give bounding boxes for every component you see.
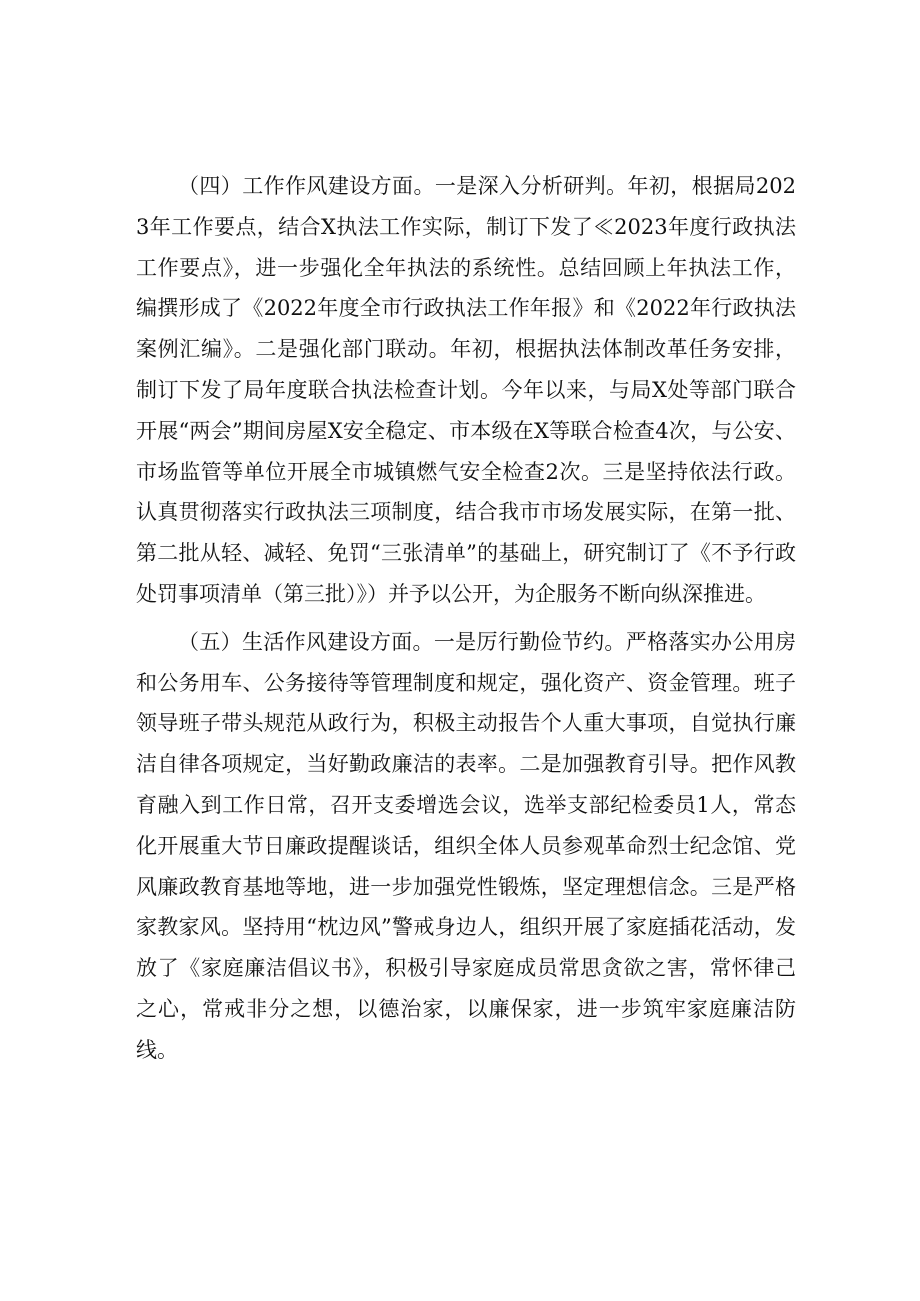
paragraph-work-style: （四）工作作风建设方面。一是深入分析研判。年初，根据局2023年工作要点，结合X执法工作实际，制订下发了≪2023年度行政执法工作要点》，进一步强化全年执法的系统性。总结回顾上年执法工作，编撰形成了《2022年度全市行政执法工作年报》和《2022年行政执法案例汇编》。二是强化部门联动。年初，根据执法体制改革任务安排，制订下发了局年度联合执法检查计划。今年以来，与局X处等部门联合开展“两会”期间房屋X安全稳定、市本级在X等联合检查4次，与公安、市场监管等单位开展全市城镇燃气安全检查2次。三是坚持依法行政。认真贯彻落实行政执法三项制度，结合我市市场发展实际，在第一批、第二批从轻、减轻、免罚“三张清单”的基础上，研究制订了《不予行政处罚事项清单（第三批）》）并予以公开，为企服务不断向纵深推进。	[136, 174, 796, 606]
document-body	[136, 166, 796, 1071]
paragraph-life-style: （五）生活作风建设方面。一是厉行勤俭节约。严格落实办公用房和公务用车、公务接待等管理制度和规定，强化资产、资金管理。班子领导班子带头规范从政行为，积极主动报告个人重大事项，自觉执行廉洁自律各项规定，当好勤政廉洁的表率。二是加强教育引导。把作风教育融入到工作日常，召开支委增选会议，选举支部纪检委员1人，常态化开展重大节日廉政提醒谈话，组织全体人员参观革命烈士纪念馆、党风廉政教育基地等地，进一步加强党性锻炼，坚定理想信念。三是严格家教家风。坚持用“枕边风”警戒身边人，组织开展了家庭插花活动，发放了《家庭廉洁倡议书》，积极引导家庭成员常思贪欲之害，常怀律己之心，常戒非分之想，以德治家，以廉保家，进一步筑牢家庭廉洁防线。	[136, 629, 796, 1062]
